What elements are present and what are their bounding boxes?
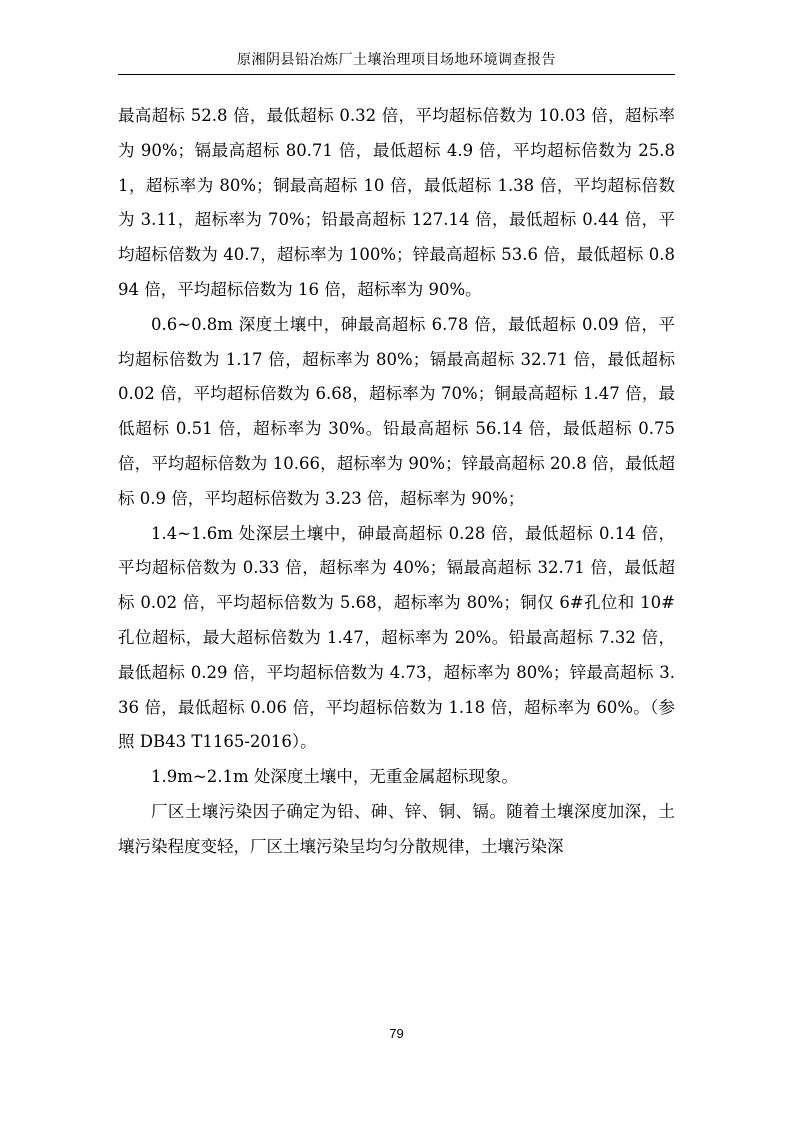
header-divider	[118, 74, 675, 75]
paragraph-depth-0-6-0-8m: 0.6~0.8m 深度土壤中，砷最高超标 6.78 倍，最低超标 0.09 倍，平均超标倍数为 1.17 倍，超标率为 80%；镉最高超标 32.71 倍，最低超标 0.02 倍，平均超标倍数为 6.68，超标率为 70%；铜最高超标 1.47 倍，最低超标 0.51 倍，超标率为 30%。铅最高超标 56.14 倍，最低超标 0.75 倍，平均超标倍数为 10.66，超标率为 90%；锌最高超标 20.8 倍，最低超标 0.9 倍，平均超标倍数为 3.23 倍，超标率为 90%；	[118, 314, 675, 508]
paragraph-pollution-factors: 厂区土壤污染因子确定为铅、砷、锌、铜、镉。随着土壤深度加深，土壤污染程度变轻，厂区土壤污染呈均匀分散规律，土壤污染深	[118, 801, 675, 856]
page-number: 79	[389, 1026, 404, 1041]
paragraph-depth-1-4-1-6m: 1.4~1.6m 处深层土壤中，砷最高超标 0.28 倍，最低超标 0.14 倍，平均超标倍数为 0.33 倍，超标率为 40%；镉最高超标 32.71 倍，最低超标 0.02 倍，平均超标倍数为 5.68，超标率为 80%；铜仅 6#孔位和 10#孔位超标，最大超标倍数为 1.47，超标率为 20%。铅最高超标 7.32 倍，最低超标 0.29 倍，平均超标倍数为 4.73，超标率为 80%；锌最高超标 3.36 倍，最低超标 0.06 倍，平均超标倍数为 1.18 倍，超标率为 60%。（参照 DB43 T1165-2016）。	[118, 523, 675, 752]
body-text	[118, 99, 675, 865]
paragraph-surface-results: 最高超标 52.8 倍，最低超标 0.32 倍，平均超标倍数为 10.03 倍，超标率为 90%；镉最高超标 80.71 倍，最低超标 4.9 倍，平均超标倍数为 25.81，超标率为 80%；铜最高超标 10 倍，最低超标 1.38 倍，平均超标倍数为 3.11，超标率为 70%；铅最高超标 127.14 倍，最低超标 0.44 倍，平均超标倍数为 40.7，超标率为 100%；锌最高超标 53.6 倍，最低超标 0.894 倍，平均超标倍数为 16 倍，超标率为 90%。	[118, 106, 675, 299]
running-header: 原湘阴县铅冶炼厂土壤治理项目场地环境调查报告	[237, 52, 556, 68]
paragraph-depth-1-9-2-1m: 1.9m~2.1m 处深度土壤中，无重金属超标现象。	[151, 767, 518, 787]
